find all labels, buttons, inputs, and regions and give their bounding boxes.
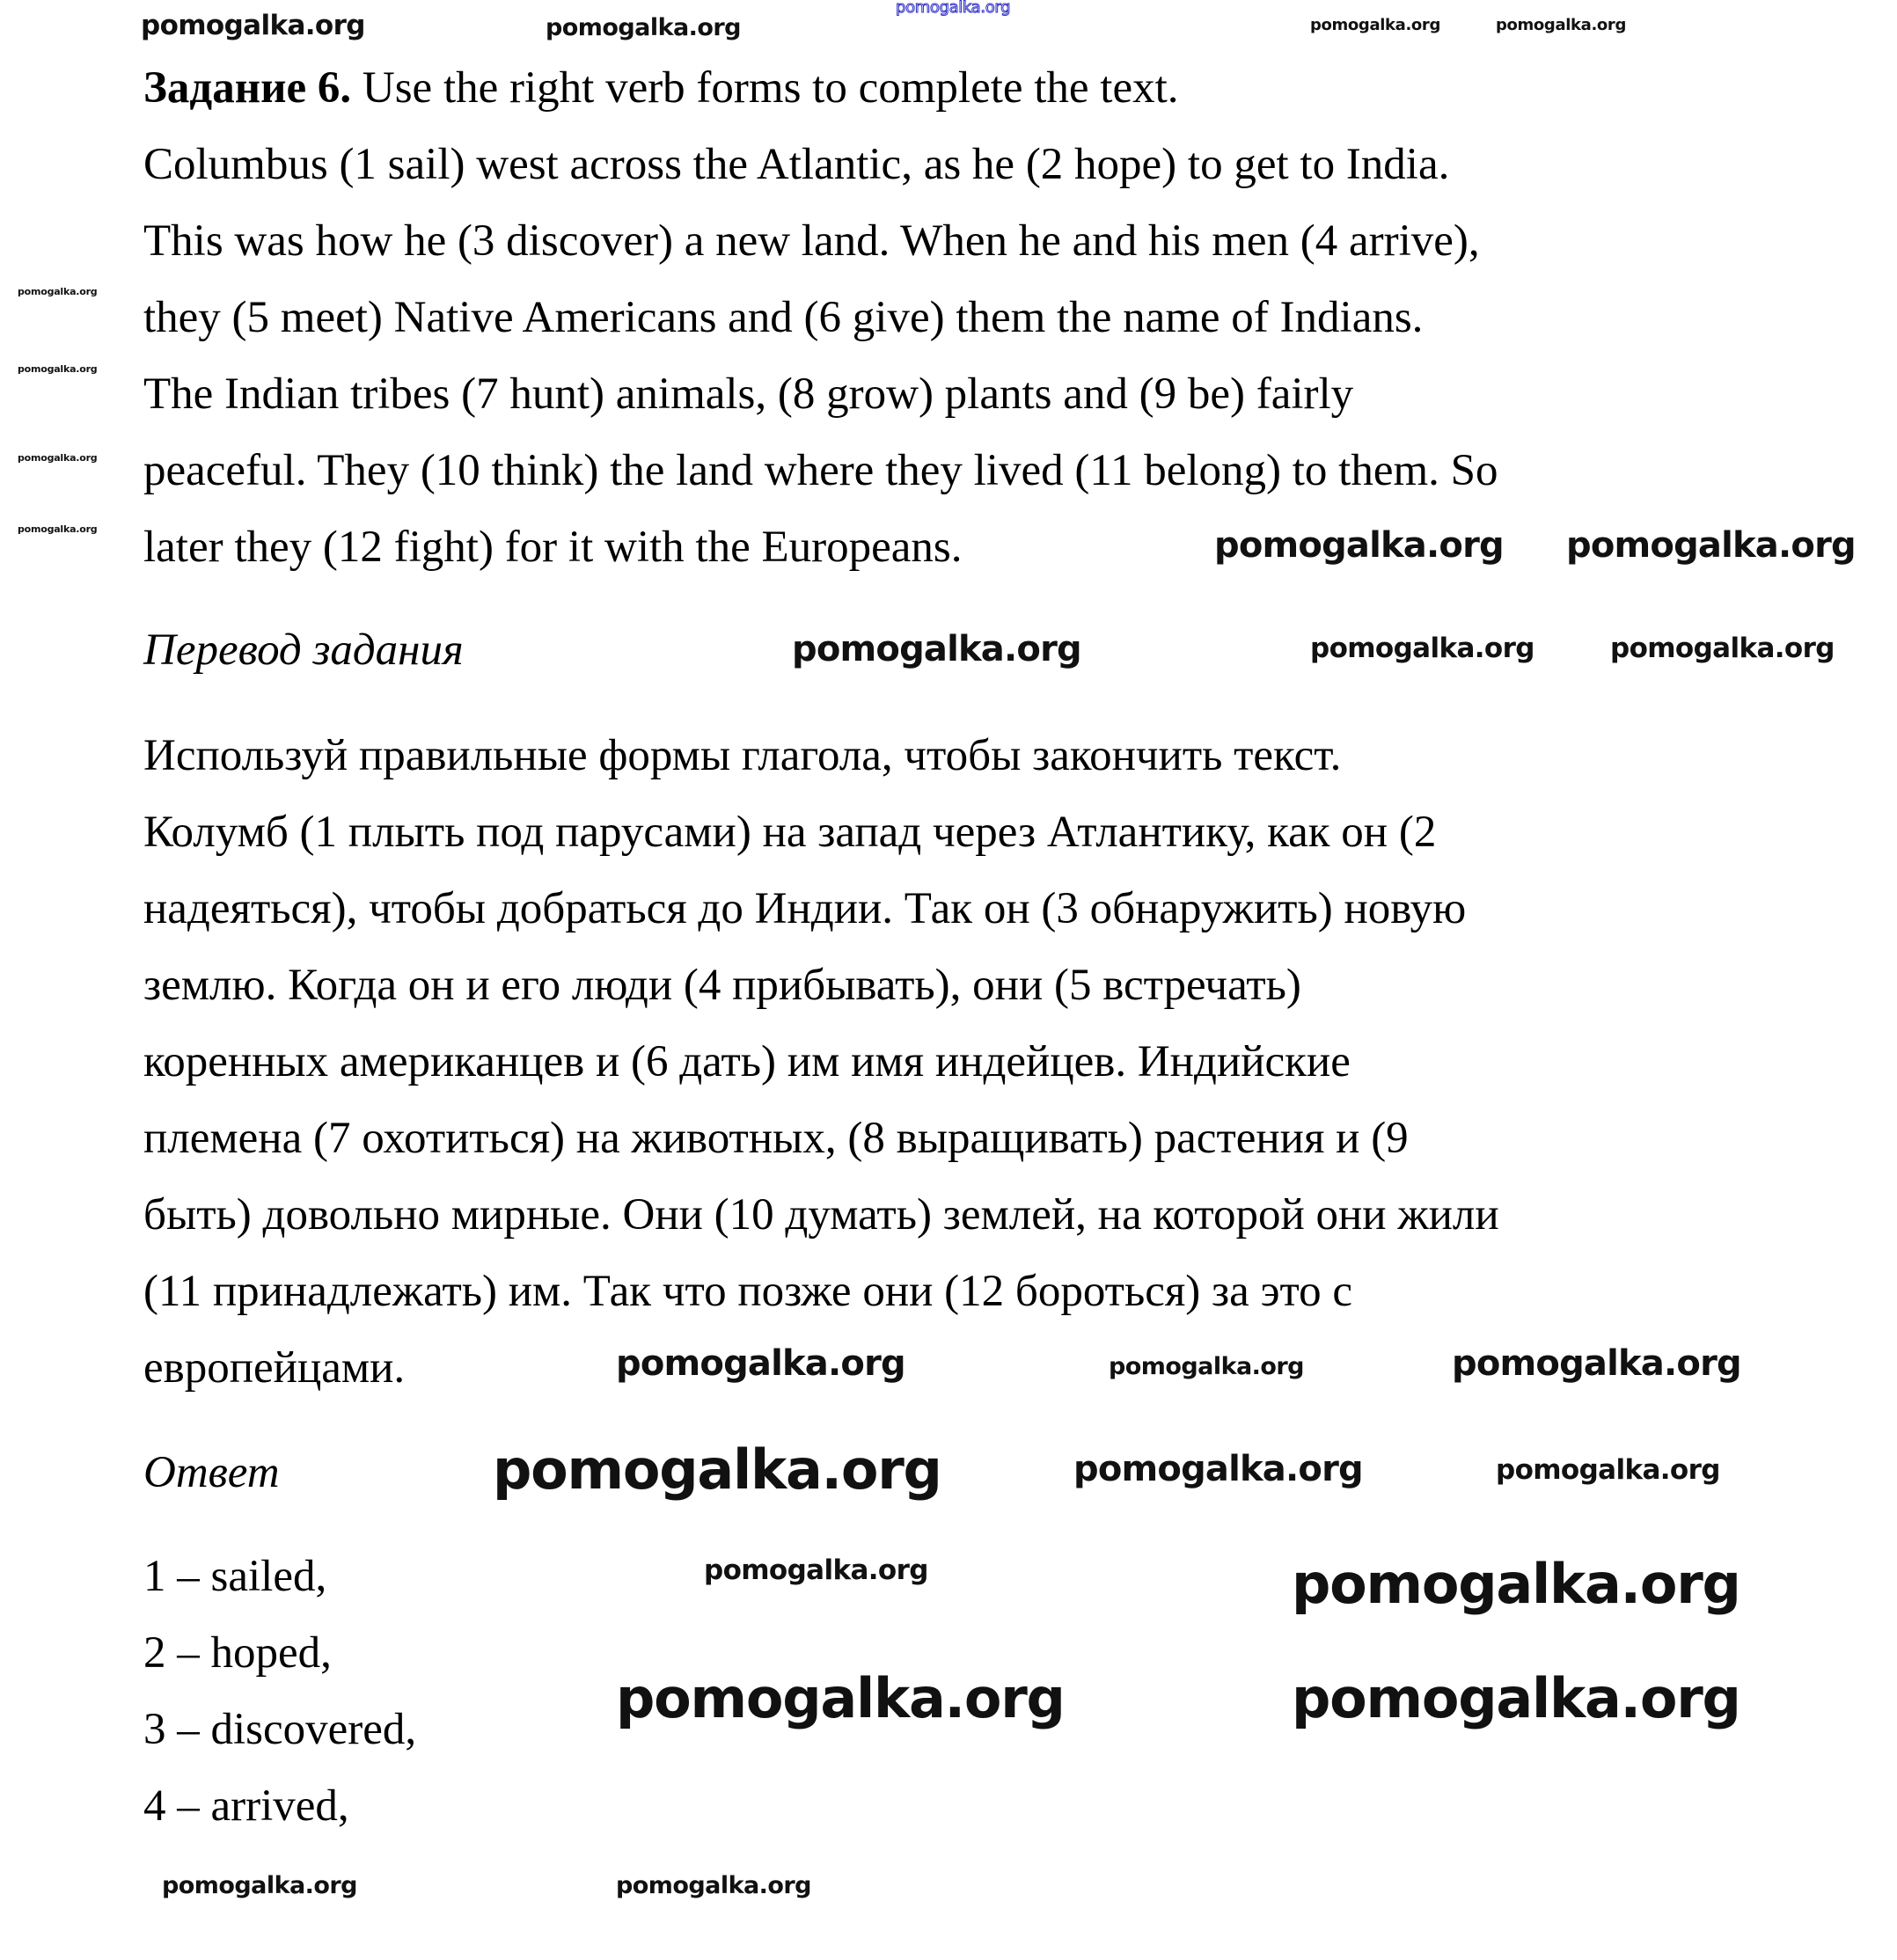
watermark-top: pomogalka.org bbox=[896, 0, 1011, 17]
watermark: pomogalka.org bbox=[18, 523, 98, 535]
watermark: pomogalka.org bbox=[1292, 1666, 1740, 1730]
watermark: pomogalka.org bbox=[1566, 525, 1856, 566]
translation-text bbox=[143, 718, 1499, 1407]
text-line: later they (12 fight) for it with the Europeans. bbox=[143, 523, 963, 572]
watermark: pomogalka.org bbox=[18, 452, 98, 464]
text-line: Колумб (1 плыть под парусами) на запад через Атлантику, как он (2 bbox=[143, 808, 1437, 857]
text-line: землю. Когда он и его люди (4 прибывать), они (5 встречать) bbox=[143, 961, 1301, 1010]
text-line: The Indian tribes (7 hunt) animals, (8 grow) plants and (9 be) fairly bbox=[143, 369, 1354, 419]
answer-heading: Ответ bbox=[143, 1448, 280, 1497]
watermark: pomogalka.org bbox=[1214, 525, 1504, 566]
translation-heading: Перевод задания bbox=[143, 625, 464, 675]
text-line: (11 принадлежать) им. Так что позже они (12 бороться) за это с bbox=[143, 1267, 1352, 1316]
watermark: pomogalka.org bbox=[18, 363, 98, 375]
watermark: pomogalka.org bbox=[18, 286, 98, 297]
watermark: pomogalka.org bbox=[616, 1872, 811, 1899]
watermark: pomogalka.org bbox=[1292, 1552, 1740, 1616]
watermark: pomogalka.org bbox=[1496, 1454, 1720, 1486]
text-line: peaceful. They (10 think) the land where they lived (11 belong) to them. So bbox=[143, 446, 1498, 495]
watermark: pomogalka.org bbox=[1610, 633, 1835, 664]
watermark: pomogalka.org bbox=[704, 1554, 928, 1586]
task-instruction: Use the right verb forms to complete the text. bbox=[362, 63, 1179, 113]
watermark: pomogalka.org bbox=[1310, 633, 1534, 664]
text-line: Используй правильные формы глагола, чтобы закончить текст. bbox=[143, 731, 1342, 780]
watermark: pomogalka.org bbox=[1310, 16, 1440, 34]
text-line: европейцами. bbox=[143, 1343, 406, 1393]
watermark: pomogalka.org bbox=[141, 10, 365, 41]
answer-item: 3 – discovered, bbox=[143, 1705, 417, 1754]
text-line: племена (7 охотиться) на животных, (8 выращивать) растения и (9 bbox=[143, 1114, 1409, 1163]
task-text bbox=[143, 127, 1498, 586]
watermark: pomogalka.org bbox=[1073, 1449, 1363, 1489]
text-line: коренных американцев и (6 дать) им имя индейцев. Индийские bbox=[143, 1037, 1351, 1086]
text-line: надеяться), чтобы добраться до Индии. Так он (3 обнаружить) новую bbox=[143, 884, 1467, 933]
answer-item: 4 – arrived, bbox=[143, 1781, 349, 1831]
watermark: pomogalka.org bbox=[616, 1666, 1065, 1730]
answer-item: 1 – sailed, bbox=[143, 1552, 327, 1601]
watermark: pomogalka.org bbox=[616, 1343, 905, 1384]
watermark: pomogalka.org bbox=[493, 1437, 941, 1502]
watermark: pomogalka.org bbox=[1109, 1353, 1304, 1380]
task-label: Задание 6. bbox=[143, 63, 352, 113]
watermark: pomogalka.org bbox=[792, 629, 1081, 669]
watermark: pomogalka.org bbox=[546, 14, 741, 41]
text-line: быть) довольно мирные. Они (10 думать) землей, на которой они жили bbox=[143, 1190, 1499, 1240]
answer-list bbox=[143, 1539, 416, 1845]
text-line: they (5 meet) Native Americans and (6 give) them the name of Indians. bbox=[143, 293, 1424, 342]
task-title bbox=[143, 50, 1179, 127]
text-line: Columbus (1 sail) west across the Atlantic, as he (2 hope) to get to India. bbox=[143, 140, 1450, 189]
text-line: This was how he (3 discover) a new land. When he and his men (4 arrive), bbox=[143, 216, 1480, 266]
answer-item: 2 – hoped, bbox=[143, 1628, 332, 1678]
watermark: pomogalka.org bbox=[162, 1872, 357, 1899]
watermark: pomogalka.org bbox=[1496, 16, 1626, 34]
watermark: pomogalka.org bbox=[1452, 1343, 1741, 1384]
